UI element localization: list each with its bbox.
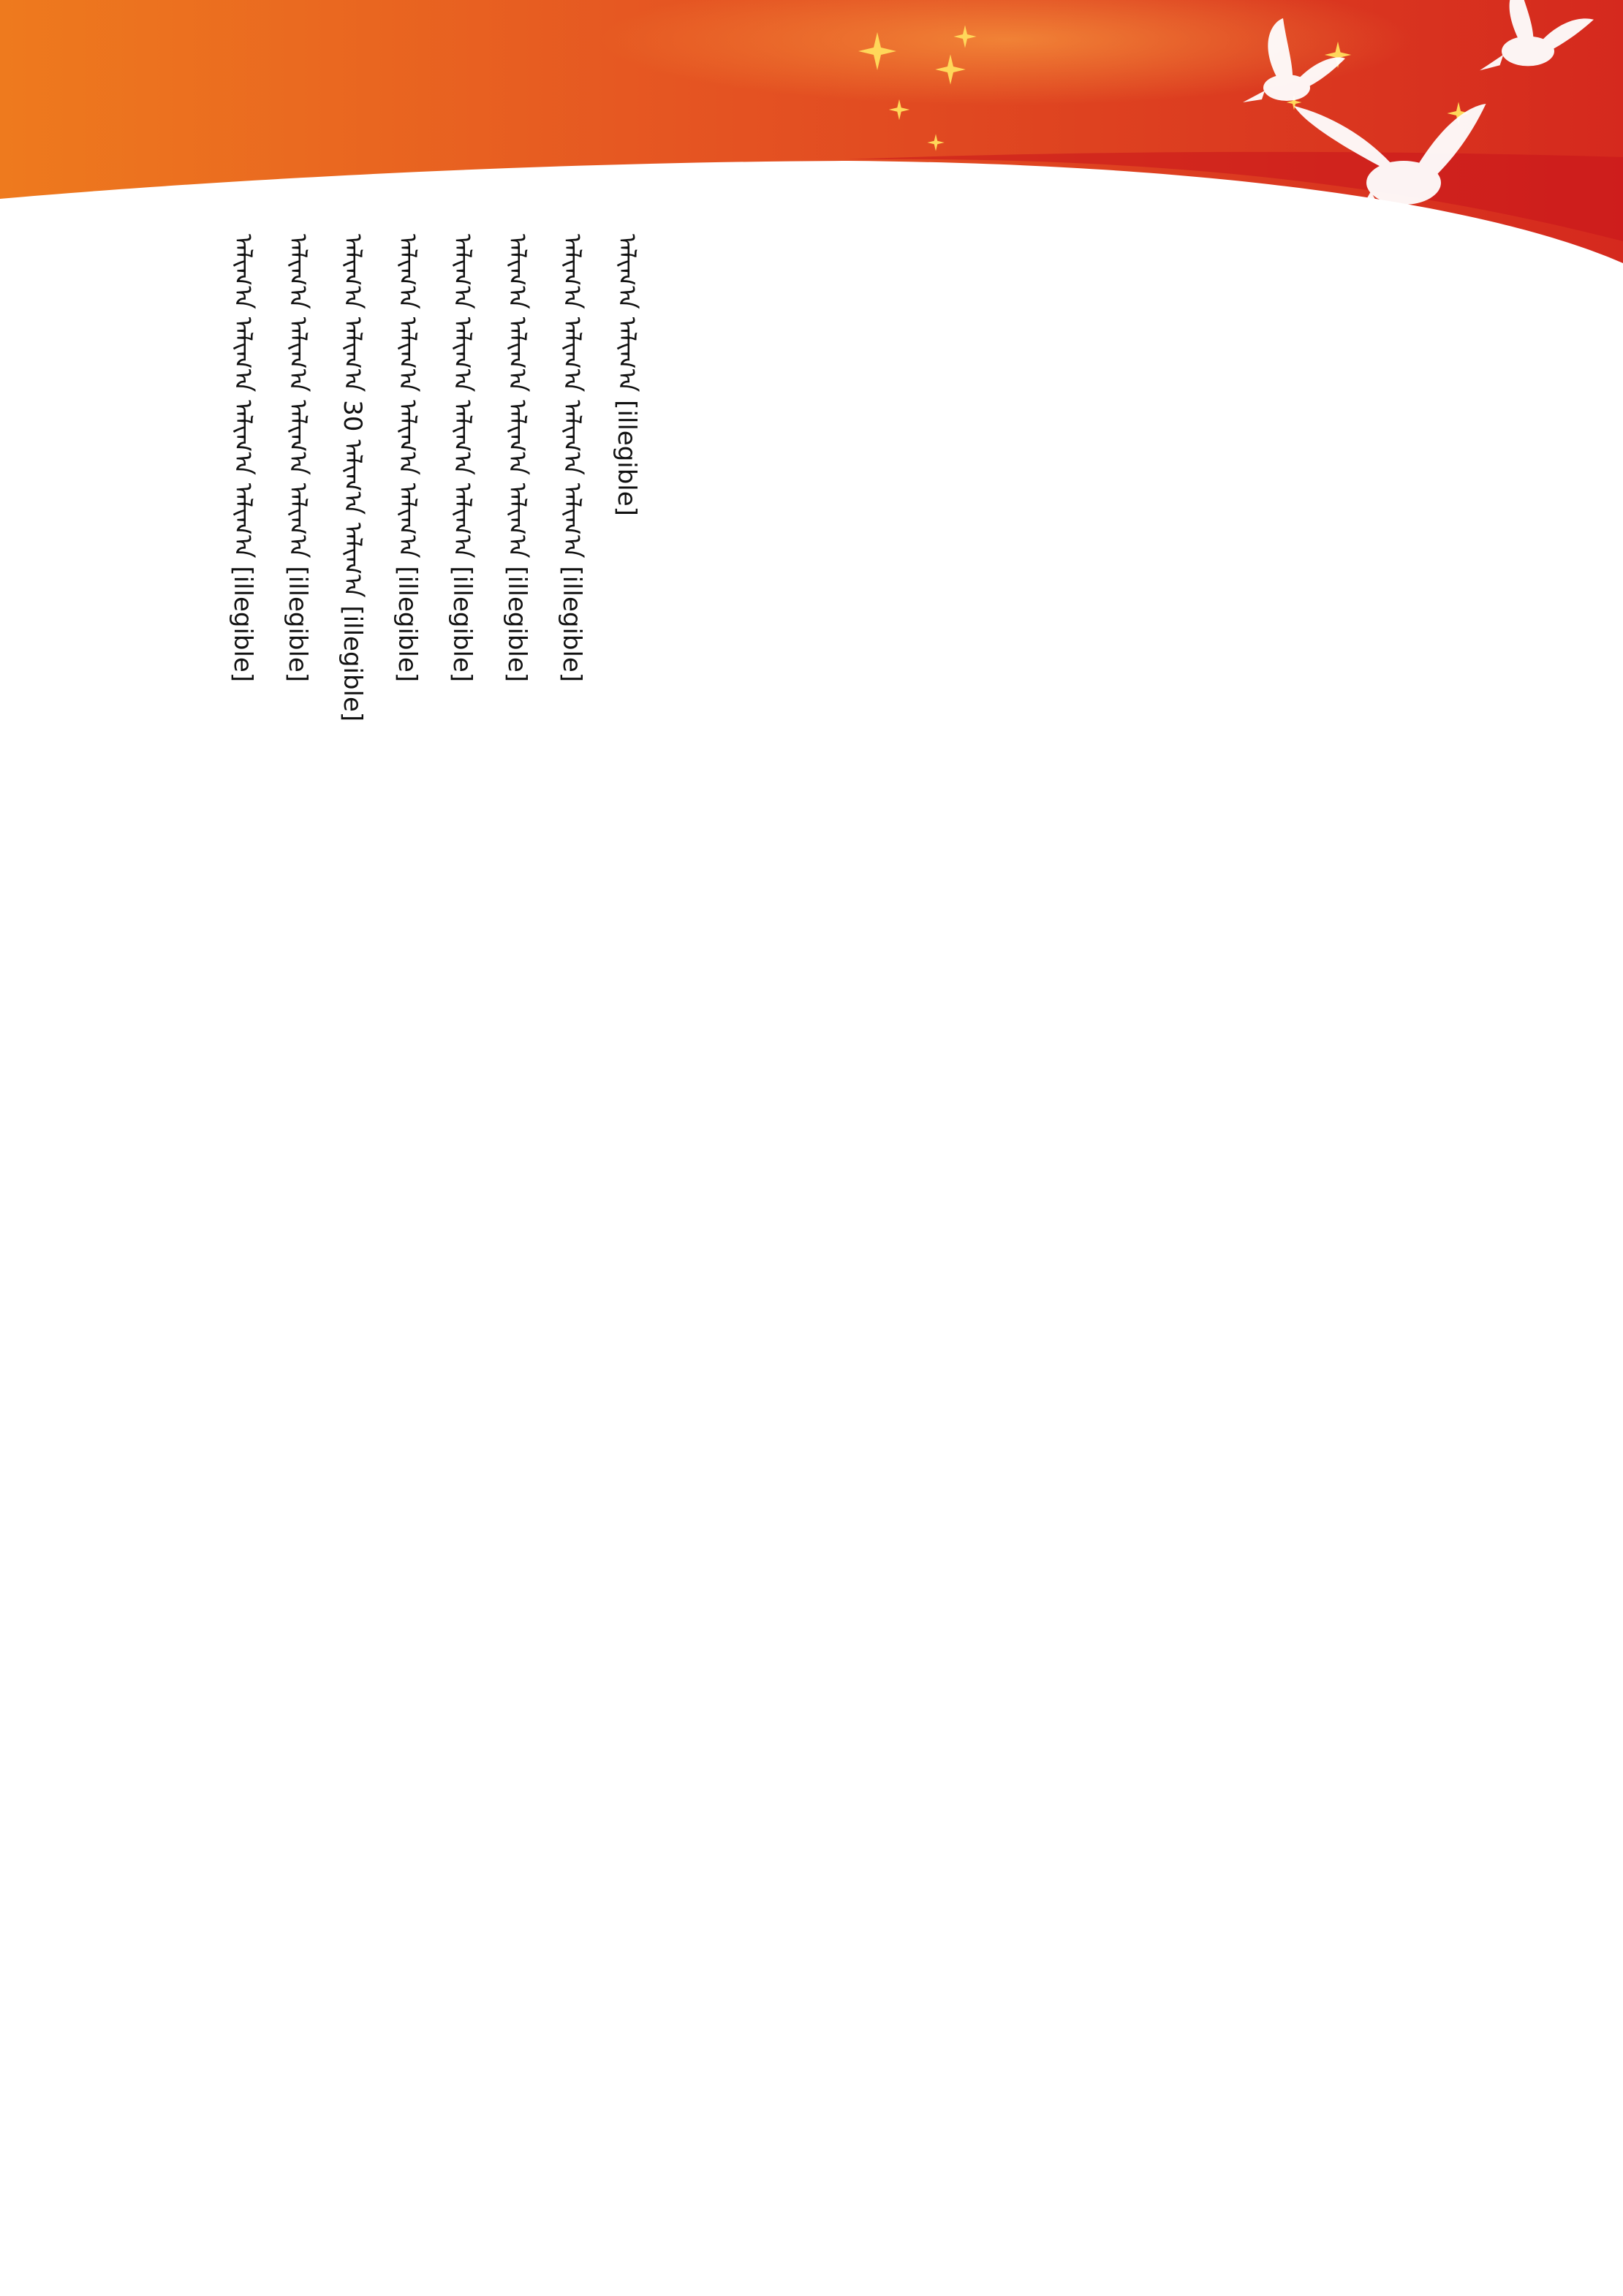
text-line: ᠠᠯᠢᠭ᠎ᠠ ᠠᠯᠢᠭ᠎ᠠ [illegible] <box>612 234 641 516</box>
text-line: ᠠᠯᠢᠭ᠎ᠠ ᠠᠯᠢᠭ᠎ᠠ ᠠᠯᠢᠭ᠎ᠠ ᠠᠯᠢᠭ᠎ᠠ [illegible] <box>557 234 586 683</box>
text-line: ᠠᠯᠢᠭ᠎ᠠ ᠠᠯᠢᠭ᠎ᠠ 30 ᠠᠯᠢᠭ᠎ᠠ ᠠᠯᠢᠭ᠎ᠠ [illegible] <box>338 234 367 722</box>
text-line: ᠠᠯᠢᠭ᠎ᠠ ᠠᠯᠢᠭ᠎ᠠ ᠠᠯᠢᠭ᠎ᠠ ᠠᠯᠢᠭ᠎ᠠ [illegible] <box>502 234 531 683</box>
text-line: ᠠᠯᠢᠭ᠎ᠠ ᠠᠯᠢᠭ᠎ᠠ ᠠᠯᠢᠭ᠎ᠠ ᠠᠯᠢᠭ᠎ᠠ [illegible] <box>228 234 257 683</box>
mongolian-text-body <box>186 234 641 2281</box>
header-banner <box>0 0 1623 263</box>
text-line: ᠠᠯᠢᠭ᠎ᠠ ᠠᠯᠢᠭ᠎ᠠ ᠠᠯᠢᠭ᠎ᠠ ᠠᠯᠢᠭ᠎ᠠ [illegible] <box>393 234 422 683</box>
text-line: ᠠᠯᠢᠭ᠎ᠠ ᠠᠯᠢᠭ᠎ᠠ ᠠᠯᠢᠭ᠎ᠠ ᠠᠯᠢᠭ᠎ᠠ [illegible] <box>447 234 477 683</box>
text-line: ᠠᠯᠢᠭ᠎ᠠ ᠠᠯᠢᠭ᠎ᠠ ᠠᠯᠢᠭ᠎ᠠ ᠠᠯᠢᠭ᠎ᠠ [illegible] <box>283 234 312 683</box>
